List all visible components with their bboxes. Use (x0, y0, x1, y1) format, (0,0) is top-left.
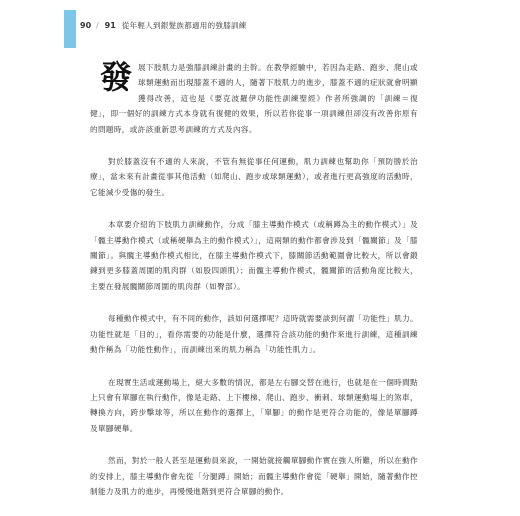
paragraph-5: 在現實生活或運動場上，絕大多數的情況，都是左右腳交替在進行，也就是在一個時間點上只會有單腳在執行動作，像是走路、上下樓梯、爬山、跑步、衝刺、球類運動場上的煞車，轉換方向，跨步擊球等，所以在動作的選擇上，「單腳」的動作是更符合功能的，像是單腳蹲及單腳硬舉。 (90, 377, 418, 433)
paragraph-1-text: 展下肢肌力是強膝訓練計畫的主幹。在教學經驗中，若因為走路、跑步、爬山或球類運動而出現膝蓋不適的人，隨著下肢肌力的進步，膝蓋不適的症狀就會明顯獲得改善，這也是《要克波羅伊功能性訓練聖經》作者所強調的「訓練＝復健」，即一個好的訓練方式本身就有復健的效果，所以若你從事一項訓練但卻沒有改善你原有的問題時，或許該重新思考訓練的方式及內容。 (90, 63, 418, 134)
running-book-title: 從年輕人到銀髮族都適用的強膝訓練 (121, 21, 247, 30)
drop-cap: 發 (100, 58, 133, 96)
paragraph-6: 然而，對於一般人甚至是運動員來說，一開始就接觸單腳動作實在強人所難，所以在動作的安排上，膝主導動作會先從「分腿蹲」開始；而髖主導動作會從「硬舉」開始，隨著動作控制能力及肌力的進步，再慢慢進階到更符合單腳的動作。 (90, 456, 418, 496)
body-text (90, 60, 418, 516)
paragraph-3: 本章要介紹的下肢肌力訓練動作，分成「膝主導動作模式（或稱蹲為主的動作模式）」及「髖主導動作模式（或稱硬舉為主的動作模式）」，這兩類的動作都會涉及到「髖關節」及「膝關節」。與髖主導動作模式相比，在膝主導動作模式下，膝關節活動範圍會比較大，所以會鍛鍊到更多膝蓋周圍的肌肉群（如股四頭肌）；而髖主導動作模式，髖關節的活動角度比較大，主要在發展髖關節周圍的肌肉群（如臀部）。 (90, 220, 418, 291)
paragraph-1 (90, 60, 418, 137)
page-number-left: 90 (80, 21, 92, 30)
page-header (80, 20, 247, 31)
chapter-tab-marker (64, 10, 76, 48)
page-number-right: 91 (104, 21, 116, 30)
paragraph-2: 對於膝蓋沒有不適的人來說，不管有無從事任何運動，肌力訓練也幫助你「預防勝於治療」，當未來有計畫從事其他活動（如爬山、跑步或球類運動），或者進行更高強度的活動時，它能減少受傷的發生。 (90, 157, 418, 197)
paragraph-4: 每種動作模式中，有不同的動作，該如何選擇呢？這時就需要談到何謂「功能性」肌力。功能性就是「目的」，看你需要的功能是什麼，選擇符合該功能的動作來進行訓練，這種訓練動作稱為「功能性動作」，而訓練出來的肌力稱為「功能性肌力」。 (90, 314, 418, 355)
header-divider: / (96, 21, 99, 30)
